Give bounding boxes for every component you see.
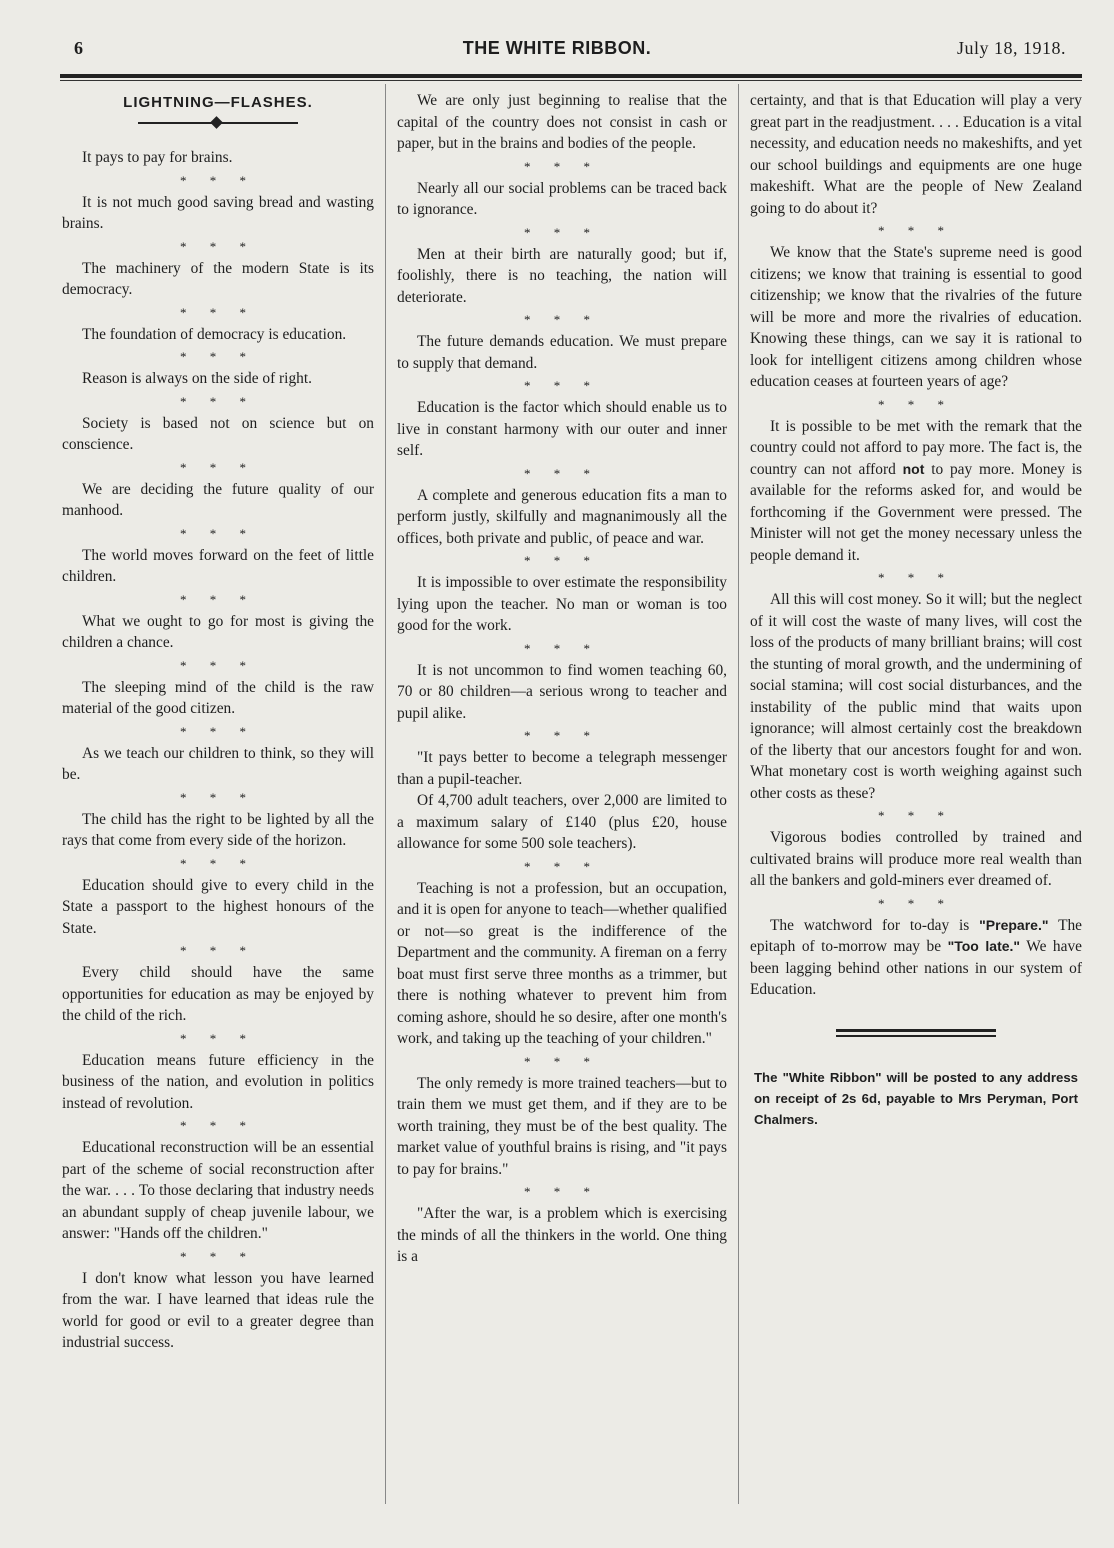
separator: * * * — [180, 943, 256, 958]
header-rule — [60, 74, 1082, 78]
page-header — [0, 32, 1114, 72]
separator: * * * — [524, 465, 600, 481]
paragraph: Men at their birth are naturally good; but if, foolishly, there is no teaching, the nation will deteriorate. — [397, 245, 727, 306]
separator: * * * — [180, 525, 256, 541]
paragraph: It pays to pay for brains. — [82, 149, 233, 166]
separator: * * * — [180, 1118, 256, 1133]
paragraph: The world moves forward on the feet of little children. — [62, 546, 374, 585]
separator: * * * — [524, 553, 600, 568]
paragraph: As we teach our children to think, so they will be. — [62, 744, 374, 783]
text-run: The watchword for to-day is — [770, 916, 980, 934]
separator: * * * — [180, 304, 256, 320]
paragraph: Educational reconstruction will be an essential part of the scheme of social reconstruction after the war. . . . To those declaring that industry needs an abundant supply of cheap juvenile labour, we answer: "Hands off the children." — [62, 1139, 374, 1242]
separator: * * * — [878, 223, 954, 238]
paragraph: We are deciding the future quality of our manhood. — [62, 480, 374, 519]
separator: * * * — [180, 172, 256, 188]
paragraph: Education is the factor which should enable us to live in constant harmony with our outer and inner self. — [397, 399, 727, 459]
emphasis: "Too late." — [947, 938, 1021, 954]
paragraph: We are only just beginning to realise that the capital of the country does not consist in cash or paper, but in the brains and bodies of the people. — [397, 92, 727, 152]
separator: * * * — [180, 855, 256, 871]
separator: * * * — [524, 312, 600, 327]
separator: * * * — [878, 895, 954, 911]
paragraph: Nearly all our social problems can be traced back to ignorance. — [397, 179, 727, 218]
separator: * * * — [180, 723, 256, 739]
paragraph — [750, 915, 1082, 1001]
emphasis: "Prepare." — [979, 916, 1049, 933]
separator: * * * — [524, 858, 600, 874]
double-rule — [836, 1029, 996, 1037]
column-divider — [738, 84, 739, 1504]
text-run: The epitaph of to-morrow may be — [750, 916, 1082, 955]
paragraph: A complete and generous education fits a man to perform justly, skilfully and magnanimously all the offices, both private and public, of peace and war. — [397, 486, 727, 547]
paragraph: Education means future efficiency in the business of the nation, and evolution in politics instead of revolution. — [62, 1051, 374, 1112]
separator: * * * — [180, 789, 256, 805]
paragraph: certainty, and that is that Education will play a very great part in the readjustment. . . . Education is a vital necessity, and education needs no makeshifts, and yet our school buildings and equipments are one huge makeshift. What are the people of New Zealand going to do about it? — [750, 92, 1082, 217]
paragraph: I don't know what lesson you have learned from the war. I have learned that ideas rule the world for good or evil to a greater degree than industrial success. — [62, 1269, 374, 1351]
separator: * * * — [524, 728, 600, 743]
paragraph: "It pays better to become a telegraph messenger than a pupil-teacher. — [397, 749, 727, 788]
separator: * * * — [524, 224, 600, 240]
paragraph: "After the war, is a problem which is exercising the minds of all the thinkers in the world. One thing is a — [397, 1205, 727, 1265]
paragraph: Teaching is not a profession, but an occupation, and it is open for anyone to teach—whether qualified or not—so great is the indifference of the Department and the community. A fireman on a ferry boat must first serve three months as a trimmer, but there is nothing whatever to prevent him from coming ashore, should he so desire, after one month's work, and taking up the teaching of your children." — [397, 879, 727, 1047]
paragraph: It is impossible to over estimate the responsibility lying upon the teacher. No man or woman is too good for the work. — [397, 574, 727, 634]
separator: * * * — [180, 349, 256, 364]
emphasis: not — [902, 460, 925, 477]
paragraph: The sleeping mind of the child is the raw material of the good citizen. — [62, 678, 374, 717]
separator: * * * — [878, 808, 954, 823]
separator: * * * — [878, 396, 954, 412]
paragraph: The foundation of democracy is education. — [82, 325, 347, 343]
paragraph: The only remedy is more trained teachers—but to train them we must get them, and if they are to be worth training, they must be of the best quality. The market value of youthful brains is rising, and "it pays to pay for brains." — [397, 1074, 727, 1178]
separator: * * * — [180, 1248, 256, 1264]
separator: * * * — [524, 640, 600, 656]
separator: * * * — [180, 1030, 256, 1046]
paragraph: Vigorous bodies controlled by trained and cultivated brains will produce more real wealth than all the bankers and gold-miners ever dreamed of. — [750, 829, 1082, 889]
separator: * * * — [180, 459, 256, 475]
column-divider — [385, 84, 386, 1504]
separator: * * * — [180, 393, 256, 409]
issue-date: July 18, 1918. — [956, 38, 1066, 58]
subscription-notice: The "White Ribbon" will be posted to any address on receipt of 2s 6d, payable to Mrs Peryman, Port Chalmers. — [754, 1069, 1078, 1127]
title-ornament — [138, 117, 298, 129]
masthead-title: THE WHITE RIBBON. — [462, 38, 652, 58]
paragraph: We know that the State's supreme need is good citizens; we know that training is essential to good citizenship; we know that the rivalries of the future will be more and more the rivalries of education. Knowing these things, can we say it is rational to look for intelligent citizens among children whose education ceases at fourteen years of age? — [750, 244, 1082, 390]
paragraph: It is not much good saving bread and wasting brains. — [62, 193, 374, 232]
section-title: LIGHTNING—FLASHES. — [123, 94, 313, 111]
paragraph: Society is based not on science but on conscience. — [62, 414, 374, 453]
separator: * * * — [878, 570, 954, 585]
column-2 — [397, 90, 727, 1268]
paragraph: Of 4,700 adult teachers, over 2,000 are limited to a maximum salary of £140 (plus £20, house allowance for some 500 sole teachers). — [397, 792, 727, 852]
separator: * * * — [180, 657, 256, 673]
text-run: We have been lagging behind other nations in our system of Education. — [750, 938, 1082, 998]
separator: * * * — [524, 158, 600, 174]
paragraph: What we ought to go for most is giving the children a chance. — [62, 612, 374, 651]
separator: * * * — [524, 1184, 600, 1199]
separator: * * * — [180, 238, 256, 254]
paragraph: The machinery of the modern State is its democracy. — [62, 259, 374, 298]
separator: * * * — [524, 378, 600, 393]
paragraph: Education should give to every child in the State a passport to the highest honours of the State. — [62, 876, 374, 937]
paragraph: Reason is always on the side of right. — [82, 370, 312, 387]
paragraph: All this will cost money. So it will; but the neglect of it will cost the waste of many lives, will cost the loss of the products of many brilliant brains; will cost the stunting of moral growth, and the undermining of social stamina; will cost social disturbances, and the instability of the public mind that waits upon ignorance; will almost certainly cost the breakdown of the liberty that our ancestors fought for and won. What monetary cost is worth weighing against such other costs as these? — [750, 591, 1082, 802]
paragraph: Every child should have the same opportunities for education as may be enjoyed by the child of the rich. — [62, 964, 374, 1024]
text-run: to pay more. Money is available for the reforms asked for, and would be forthcoming if the Government were pressed. The Minister will not get the money necessary unless the people demand it. — [750, 460, 1082, 564]
paragraph: The future demands education. We must prepare to supply that demand. — [397, 333, 727, 372]
column-1 — [62, 90, 374, 1354]
header-rule-thin — [60, 80, 1082, 81]
page-number: 6 — [74, 38, 83, 58]
paragraph — [750, 416, 1082, 567]
separator: * * * — [180, 591, 256, 607]
column-3 — [750, 90, 1082, 1130]
paragraph: It is not uncommon to find women teaching 60, 70 or 80 children—a serious wrong to teacher and pupil alike. — [397, 661, 727, 722]
paragraph: The child has the right to be lighted by all the rays that come from every side of the horizon. — [62, 810, 374, 849]
separator: * * * — [524, 1053, 600, 1069]
text-run: It is possible to be met with the remark that the country could not afford to pay more. The fact is, the country can not afford — [750, 417, 1082, 478]
